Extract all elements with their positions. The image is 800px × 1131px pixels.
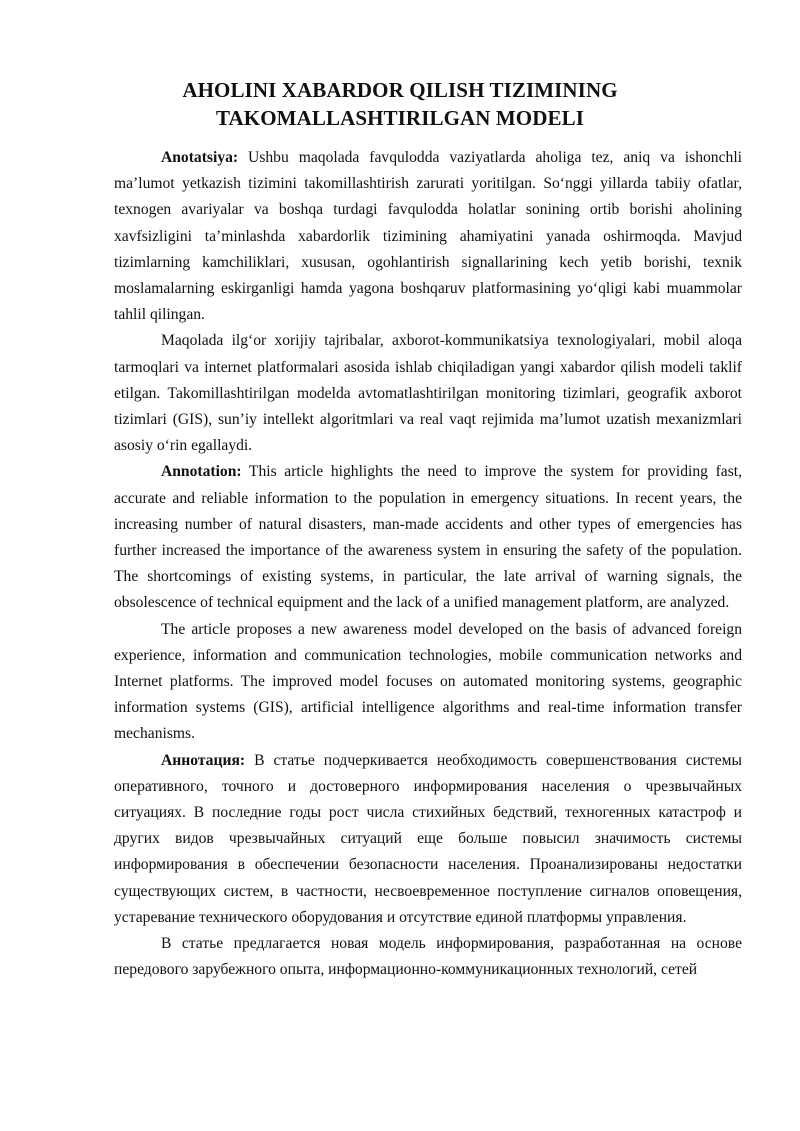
abstract-uzbek-paragraph-2 [114, 328, 742, 459]
paragraph-text: Ushbu maqolada favqulodda vaziyatlarda aholiga tez, aniq va ishonchli ma’lumot yetkazish tizimini takomillashtirish zarurati yoritilgan. So‘nggi yillarda tabiiy ofatlar, texnogen avariyalar va boshqa turdagi favqulodda holatlar sonining ortib borishi aholining xavfsizligini ta’minlashda xabardorlik tizimining ahamiyatini yanada oshirmoqda. Mavjud tizimlarning kamchiliklari, xususan, ogohlantirish signallarining kech yetib borishi, texnik moslamalarning eskirganligi hamda yagona boshqaruv platformasining yo‘qligi kabi muammolar tahlil qilingan. [114, 149, 742, 324]
abstract-label-russian: Аннотация: [161, 751, 246, 769]
title-line-2: TAKOMALLASHTIRILGAN MODELI [215, 106, 584, 130]
paragraph-text: В статье подчеркивается необходимость совершенствования системы оперативного, точного и достоверного информирования населения о чрезвычайных ситуациях. В последние годы рост числа стихийных бедствий, техногенных катастроф и других видов чрезвычайных ситуаций еще больше повысил значимость системы информирования в обеспечении безопасности населения. Проанализированы недостатки существующих систем, в частности, несвоевременное поступление сигналов оповещения, устаревание технического оборудования и отсутствие единой платформы управления. [114, 751, 742, 926]
abstract-english-paragraph-1 [114, 459, 742, 616]
paragraph-text: Maqolada ilg‘or xorijiy tajribalar, axborot-kommunikatsiya texnologiyalari, mobil aloqa tarmoqlari va internet platformalari asosida ishlab chiqiladigan yangi xabardor qilish modeli taklif etilgan. Takomillashtirilgan modelda avtomatlashtirilgan monitoring tizimlari, geografik axborot tizimlari (GIS), sun’iy intellekt algoritmlari va real vaqt rejimida ma’lumot uzatish mexanizmlari asosiy o‘rin egallaydi. [114, 332, 742, 455]
abstract-uzbek-paragraph-1 [114, 145, 742, 328]
abstract-english-paragraph-2 [114, 617, 742, 748]
document-title [100, 76, 700, 132]
paragraph-text: The article proposes a new awareness model developed on the basis of advanced foreign experience, information and communication technologies, mobile communication networks and Internet platforms. The improved model focuses on automated monitoring systems, geographic information systems (GIS), artificial intelligence algorithms and real-time information transfer mechanisms. [114, 620, 742, 743]
paragraph-text: This article highlights the need to improve the system for providing fast, accurate and reliable information to the population in emergency situations. In recent years, the increasing number of natural disasters, man-made accidents and other types of emergencies has further increased the importance of the awareness system in ensuring the safety of the population. The shortcomings of existing systems, in particular, the late arrival of warning signals, the obsolescence of technical equipment and the lack of a unified management platform, are analyzed. [114, 463, 742, 612]
title-line-1: AHOLINI XABARDOR QILISH TIZIMINING [182, 78, 618, 102]
document-body [114, 145, 742, 984]
abstract-russian-paragraph-1 [114, 748, 742, 931]
abstract-label-english: Annotation: [161, 463, 242, 481]
abstract-label-uzbek: Anotatsiya: [161, 149, 239, 166]
abstract-russian-paragraph-2 [114, 931, 742, 983]
paragraph-text: В статье предлагается новая модель информирования, разработанная на основе передового зарубежного опыта, информационно-коммуникационных технологий, сетей [114, 935, 742, 979]
